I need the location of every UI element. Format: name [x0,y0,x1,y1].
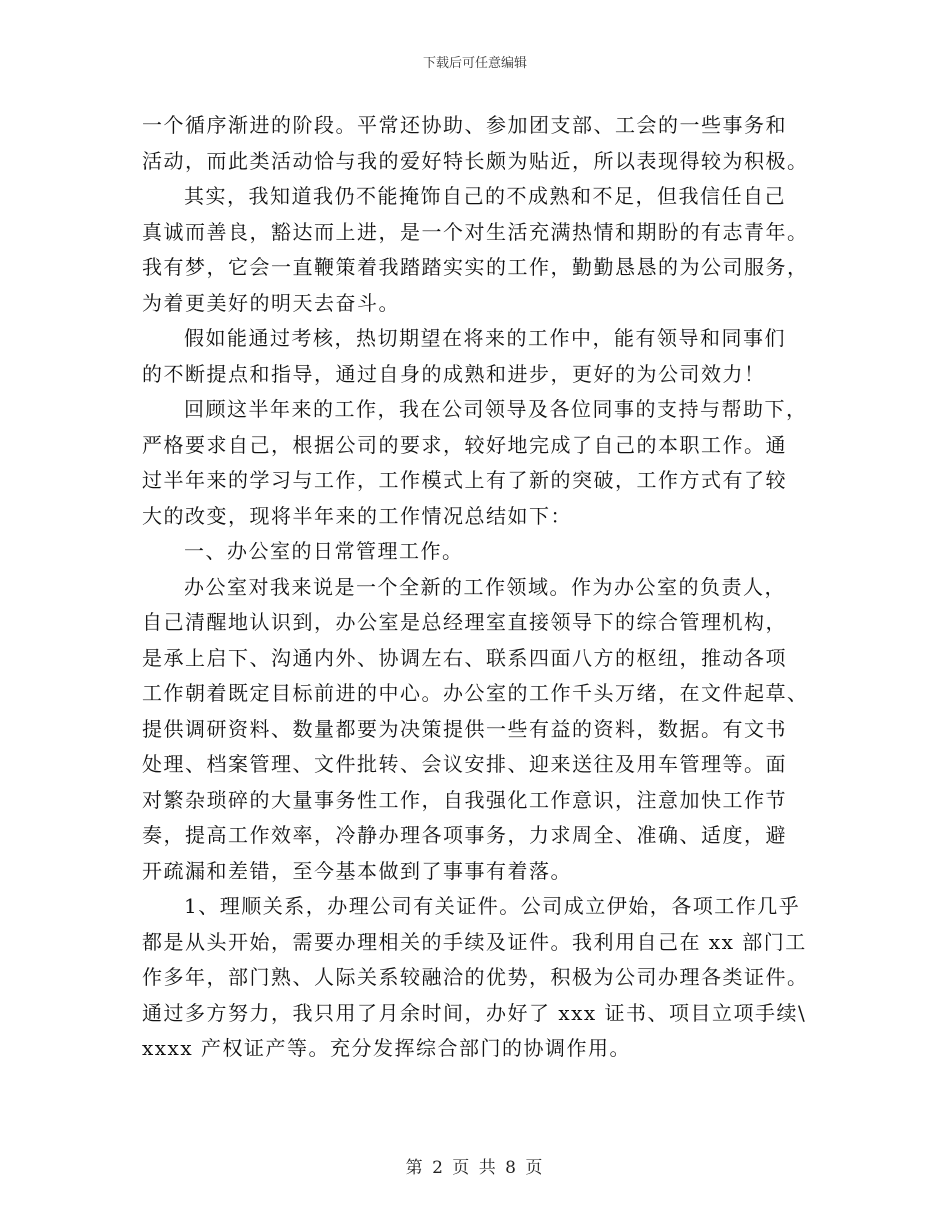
text-line: 其实，我知道我仍不能掩饰自己的不成熟和不足，但我信任自己 [184,184,786,208]
text-line: 自己清醒地认识到，办公室是总经理室直接领导下的综合管理机构， [142,610,787,634]
text-line: 一、办公室的日常管理工作。 [184,539,464,563]
text-line: 假如能通过考核，热切期望在将来的工作中，能有领导和同事们 [184,326,786,350]
text-line: 对繁杂琐碎的大量事务性工作，自我强化工作意识，注意加快工作节 [142,787,787,812]
text-line: 回顾这半年来的工作，我在公司领导及各位同事的支持与帮助下， [184,397,808,421]
text-line: 奏，提高工作效率，冷静办理各项事务，力求周全、准确、适度，避 [142,823,787,847]
text-line: 提供调研资料、数量都要为决策提供一些有益的资料，数据。有文书 [142,716,787,741]
text-line: 大的改变，现将半年来的工作情况总结如下： [142,503,572,528]
text-line: 通过多方努力，我只用了月余时间，办好了 xxx 证书、项目立项手续\ [142,1000,807,1025]
text-line: 都是从头开始，需要办理相关的手续及证件。我利用自己在 xx 部门工 [142,929,807,954]
text-line: 活动，而此类活动恰与我的爱好特长颇为贴近，所以表现得较为积极。 [142,148,809,173]
text-line: 真诚而善良，豁达而上进，是一个对生活充满热情和期盼的有志青年。 [142,219,809,244]
document-body [142,108,808,1067]
text-line: 我有梦，它会一直鞭策着我踏踏实实的工作，勤勤恳恳的为公司服务， [142,255,809,279]
text-line: 开疏漏和差错，至今基本做到了事事有着落。 [142,858,572,883]
text-line: 办公室对我来说是一个全新的工作领域。作为办公室的负责人， [184,574,786,599]
text-line: 的不断提点和指导，通过自身的成熟和进步，更好的为公司效力！ [142,361,766,386]
text-line: 严格要求自己，根据公司的要求，较好地完成了自己的本职工作。通 [142,432,787,457]
text-line: 一个循序渐进的阶段。平常还协助、参加团支部、工会的一些事务和 [142,113,787,137]
page-footer: 第 2 页 共 8 页 [405,1158,545,1178]
text-line: xxxx 产权证产等。充分发挥综合部门的协调作用。 [142,1036,631,1060]
text-line: 1、理顺关系，办理公司有关证件。公司成立伊始，各项工作几乎 [184,894,801,918]
text-line: 为着更美好的明天去奋斗。 [142,290,400,315]
page-header: 下载后可任意编辑 [422,56,527,71]
text-line: 处理、档案管理、文件批转、会议安排、迎来送往及用车管理等。面 [142,752,787,776]
text-line: 作多年，部门熟、人际关系较融洽的优势，积极为公司办理各类证件。 [142,965,809,989]
text-line: 工作朝着既定目标前进的中心。办公室的工作千头万绪，在文件起草、 [142,681,809,705]
text-line: 是承上启下、沟通内外、协调左右、联系四面八方的枢纽，推动各项 [142,645,787,670]
text-line: 过半年来的学习与工作，工作模式上有了新的突破，工作方式有了较 [142,468,787,492]
